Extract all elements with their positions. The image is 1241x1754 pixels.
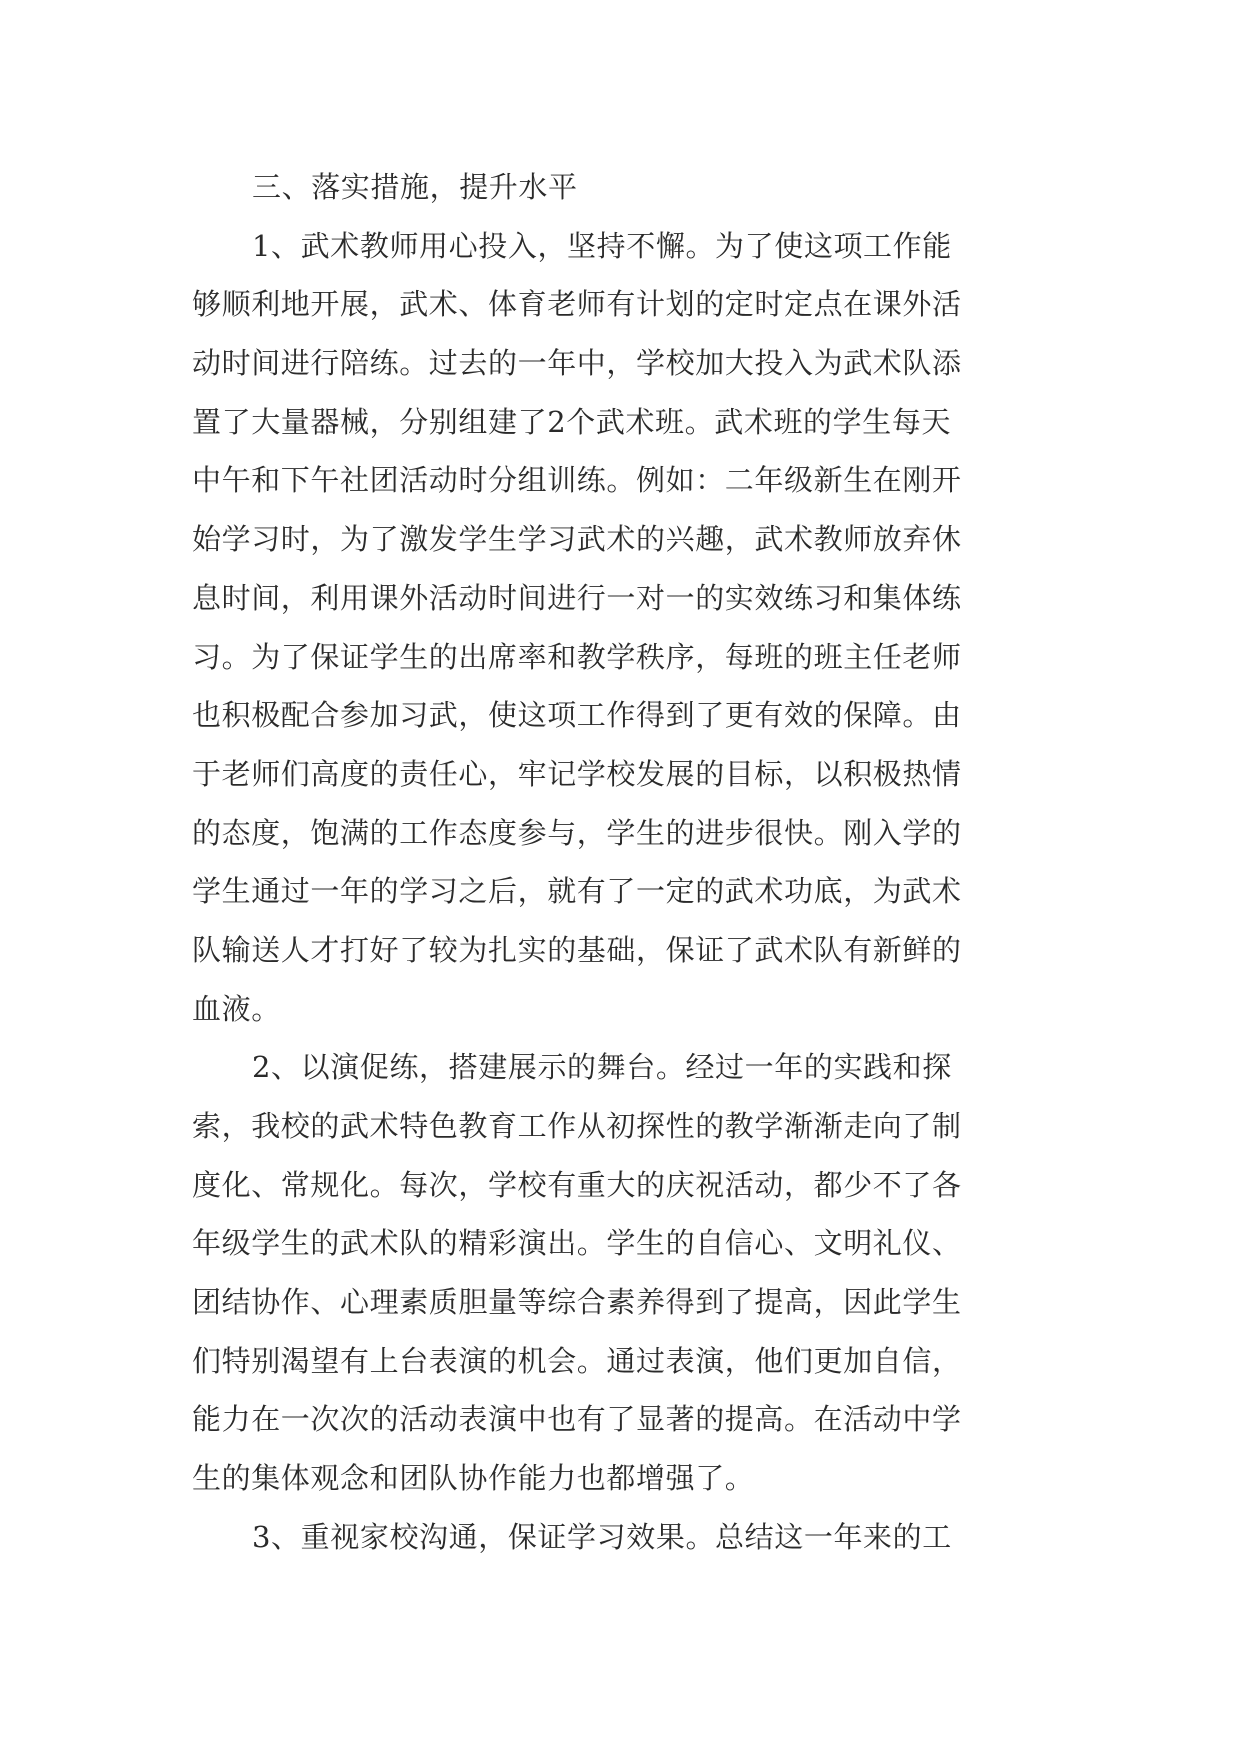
- section-heading: 三、落实措施，提升水平: [252, 170, 578, 204]
- paragraph-2-line: 们特别渴望有上台表演的机会。通过表演，他们更加自信，: [192, 1343, 962, 1378]
- paragraph-2-line: 年级学生的武术队的精彩演出。学生的自信心、文明礼仪、: [192, 1226, 962, 1261]
- paragraph-3-line: 3、重视家校沟通，保证学习效果。总结这一年来的工: [252, 1519, 952, 1554]
- paragraph-1-line: 也积极配合参加习武，使这项工作得到了更有效的保障。由: [192, 698, 962, 733]
- paragraph-2-line: 能力在一次次的活动表演中也有了显著的提高。在活动中学: [192, 1402, 962, 1437]
- paragraph-2-line: 索，我校的武术特色教育工作从初探性的教学渐渐走向了制: [192, 1109, 962, 1143]
- paragraph-1-line: 息时间，利用课外活动时间进行一对一的实效练习和集体练: [192, 580, 962, 615]
- paragraph-1-line: 中午和下午社团活动时分组训练。例如：二年级新生在刚开: [192, 463, 962, 498]
- paragraph-1-line: 于老师们高度的责任心，牢记学校发展的目标，以积极热情: [192, 756, 962, 791]
- paragraph-1-line: 学生通过一年的学习之后，就有了一定的武术功底，为武术: [192, 874, 962, 909]
- paragraph-2-line: 生的集体观念和团队协作能力也都增强了。: [192, 1461, 755, 1496]
- paragraph-1-line: 动时间进行陪练。过去的一年中，学校加大投入为武术队添: [192, 346, 962, 381]
- paragraph-1-line: 始学习时，为了激发学生学习武术的兴趣，武术教师放弃休: [192, 522, 962, 557]
- paragraph-1-line: 的态度，饱满的工作态度参与，学生的进步很快。刚入学的: [192, 815, 962, 850]
- paragraph-1-line: 1、武术教师用心投入，坚持不懈。为了使这项工作能: [252, 228, 952, 263]
- paragraph-2-line: 度化、常规化。每次，学校有重大的庆祝活动，都少不了各: [192, 1167, 962, 1202]
- document-body: [192, 158, 1052, 1567]
- paragraph-1-line: 置了大量器械，分别组建了2个武术班。武术班的学生每天: [192, 404, 952, 439]
- paragraph-2-line: 团结协作、心理素质胆量等综合素养得到了提高，因此学生: [192, 1285, 962, 1320]
- paragraph-1-line: 习。为了保证学生的出席率和教学秩序，每班的班主任老师: [192, 639, 962, 674]
- paragraph-1-line: 队输送人才打好了较为扎实的基础，保证了武术队有新鲜的: [192, 932, 962, 967]
- paragraph-1-line: 够顺利地开展，武术、体育老师有计划的定时定点在课外活: [192, 287, 962, 322]
- paragraph-1-line: 血液。: [192, 991, 281, 1026]
- paragraph-2-line: 2、以演促练，搭建展示的舞台。经过一年的实践和探: [252, 1050, 952, 1085]
